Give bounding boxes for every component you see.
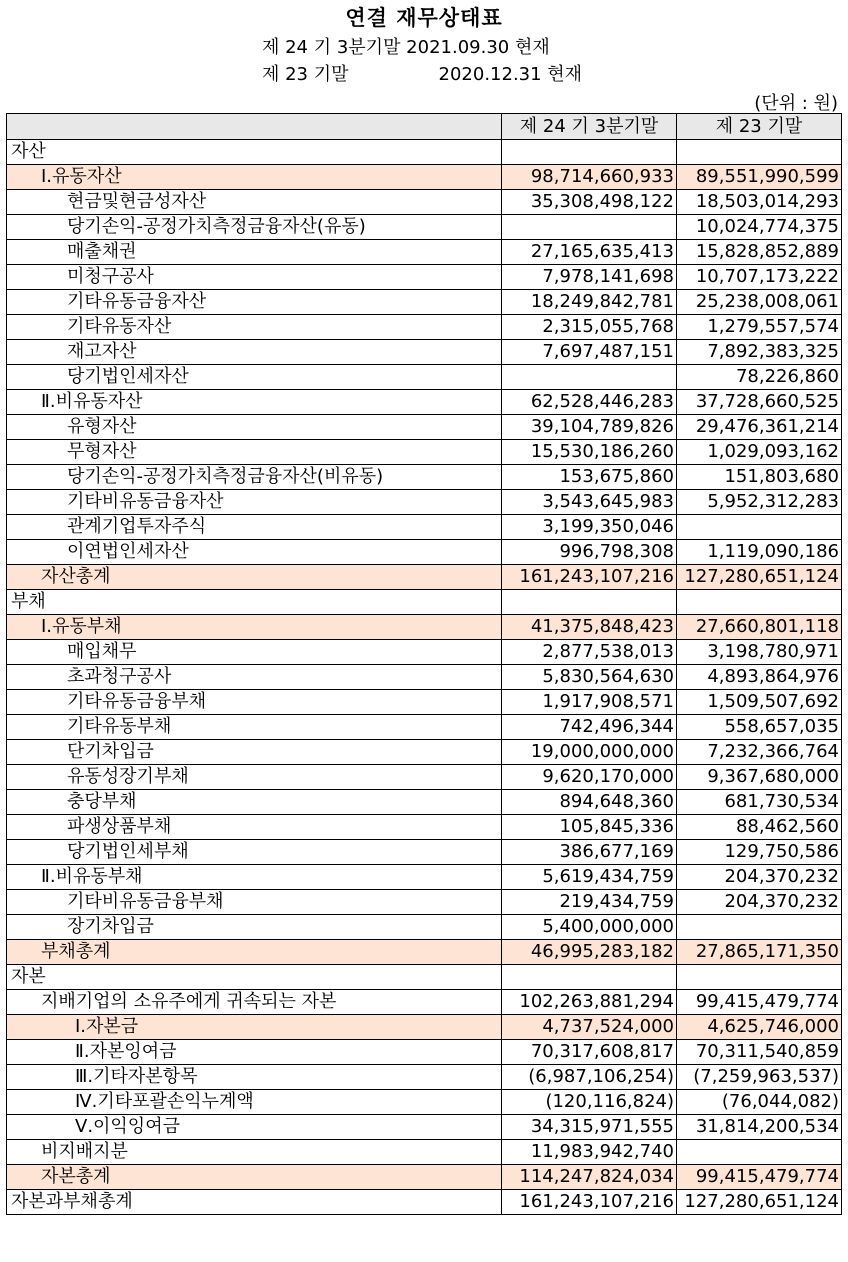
table-row (7, 265, 842, 290)
previous-value: 29,476,361,214 (677, 415, 842, 440)
row-label: 기타유동금융부채 (7, 690, 502, 715)
current-value: 2,315,055,768 (502, 315, 677, 340)
previous-value: 99,415,479,774 (677, 990, 842, 1015)
row-label: Ⅰ.자본금 (7, 1015, 502, 1040)
table-row (7, 440, 842, 465)
row-label: Ⅱ.자본잉여금 (7, 1040, 502, 1065)
row-label: Ⅱ.비유동자산 (7, 390, 502, 415)
table-row (7, 1140, 842, 1165)
table-row (7, 340, 842, 365)
row-label: 충당부채 (7, 790, 502, 815)
unit-label: (단위 : 원) (754, 93, 838, 114)
row-label: 초과청구공사 (7, 665, 502, 690)
row-label: 단기차입금 (7, 740, 502, 765)
table-row (7, 515, 842, 540)
table-row (7, 765, 842, 790)
previous-value: (7,259,963,537) (677, 1065, 842, 1090)
row-label: 기타비유동금융부채 (7, 890, 502, 915)
previous-value: 9,367,680,000 (677, 765, 842, 790)
current-value (502, 365, 677, 390)
previous-value: 1,279,557,574 (677, 315, 842, 340)
previous-period (262, 60, 582, 86)
previous-value: 127,280,651,124 (677, 565, 842, 590)
table-row (7, 540, 842, 565)
previous-value (677, 515, 842, 540)
row-label: 당기손익-공정가치측정금융자산(비유동) (7, 465, 502, 490)
row-label: 관계기업투자주식 (7, 515, 502, 540)
row-label: 지배기업의 소유주에게 귀속되는 자본 (7, 990, 502, 1015)
previous-value: 204,370,232 (677, 890, 842, 915)
row-label: 자산 (7, 140, 502, 165)
previous-value: 15,828,852,889 (677, 240, 842, 265)
table-row (7, 1190, 842, 1215)
previous-value: 4,625,746,000 (677, 1015, 842, 1040)
row-label: 당기법인세부채 (7, 840, 502, 865)
table-row (7, 1015, 842, 1040)
table-row (7, 915, 842, 940)
row-label: 무형자산 (7, 440, 502, 465)
previous-value: 10,024,774,375 (677, 215, 842, 240)
previous-value: 37,728,660,525 (677, 390, 842, 415)
current-value: 46,995,283,182 (502, 940, 677, 965)
row-label: 현금및현금성자산 (7, 190, 502, 215)
row-label: Ⅰ.유동부채 (7, 615, 502, 640)
table-row (7, 365, 842, 390)
table-row (7, 190, 842, 215)
previous-value (677, 915, 842, 940)
table-row (7, 240, 842, 265)
current-value: 62,528,446,283 (502, 390, 677, 415)
table-row (7, 965, 842, 990)
table-row (7, 940, 842, 965)
table-row (7, 840, 842, 865)
table-row (7, 490, 842, 515)
table-row (7, 315, 842, 340)
previous-value: 7,892,383,325 (677, 340, 842, 365)
table-row (7, 665, 842, 690)
current-value: 3,543,645,983 (502, 490, 677, 515)
previous-value: 10,707,173,222 (677, 265, 842, 290)
current-value: 219,434,759 (502, 890, 677, 915)
current-value: 4,737,524,000 (502, 1015, 677, 1040)
current-value: 5,400,000,000 (502, 915, 677, 940)
table-row (7, 615, 842, 640)
current-value: 1,917,908,571 (502, 690, 677, 715)
previous-value: 78,226,860 (677, 365, 842, 390)
current-value: (120,116,824) (502, 1090, 677, 1115)
table-row (7, 865, 842, 890)
row-label: Ⅲ.기타자본항목 (7, 1065, 502, 1090)
previous-value: 204,370,232 (677, 865, 842, 890)
row-label: 자본 (7, 965, 502, 990)
row-label: 기타유동자산 (7, 315, 502, 340)
row-label: 당기손익-공정가치측정금융자산(유동) (7, 215, 502, 240)
current-value: 2,877,538,013 (502, 640, 677, 665)
header-current-period: 제 24 기 3분기말 (502, 114, 677, 140)
current-value: 742,496,344 (502, 715, 677, 740)
report-header (0, 0, 848, 113)
header-previous-period: 제 23 기말 (677, 114, 842, 140)
current-value: 161,243,107,216 (502, 565, 677, 590)
current-value: 98,714,660,933 (502, 165, 677, 190)
current-value: 11,983,942,740 (502, 1140, 677, 1165)
current-value: (6,987,106,254) (502, 1065, 677, 1090)
current-value: 27,165,635,413 (502, 240, 677, 265)
current-value: 15,530,186,260 (502, 440, 677, 465)
row-label: 부채총계 (7, 940, 502, 965)
previous-value: 1,119,090,186 (677, 540, 842, 565)
table-header-row (7, 114, 842, 140)
current-value: 9,620,170,000 (502, 765, 677, 790)
row-label: Ⅰ.유동자산 (7, 165, 502, 190)
row-label: 미청구공사 (7, 265, 502, 290)
row-label: 자본과부채총계 (7, 1190, 502, 1215)
table-row (7, 815, 842, 840)
row-label: 자본총계 (7, 1165, 502, 1190)
table-row (7, 1090, 842, 1115)
table-row (7, 990, 842, 1015)
table-row (7, 565, 842, 590)
current-value (502, 965, 677, 990)
current-value (502, 215, 677, 240)
current-value: 41,375,848,423 (502, 615, 677, 640)
row-label: 기타비유동금융자산 (7, 490, 502, 515)
row-label: Ⅴ.이익잉여금 (7, 1115, 502, 1140)
previous-value: 7,232,366,764 (677, 740, 842, 765)
current-value: 5,830,564,630 (502, 665, 677, 690)
table-row (7, 465, 842, 490)
current-value: 894,648,360 (502, 790, 677, 815)
table-row (7, 790, 842, 815)
row-label: 유동성장기부채 (7, 765, 502, 790)
balance-sheet-table (6, 113, 842, 1215)
current-period: 제 24 기 3분기말 2021.09.30 현재 (262, 37, 550, 58)
current-value: 35,308,498,122 (502, 190, 677, 215)
current-value: 996,798,308 (502, 540, 677, 565)
previous-value: 25,238,008,061 (677, 290, 842, 315)
table-body (7, 140, 842, 1215)
table-row (7, 140, 842, 165)
previous-value (677, 965, 842, 990)
current-value: 70,317,608,817 (502, 1040, 677, 1065)
table-row (7, 1040, 842, 1065)
current-value (502, 140, 677, 165)
row-label: 장기차입금 (7, 915, 502, 940)
current-value: 34,315,971,555 (502, 1115, 677, 1140)
previous-value: 31,814,200,534 (677, 1115, 842, 1140)
previous-value: 89,551,990,599 (677, 165, 842, 190)
row-label: 매입채무 (7, 640, 502, 665)
row-label: 매출채권 (7, 240, 502, 265)
current-value: 7,697,487,151 (502, 340, 677, 365)
table-row (7, 640, 842, 665)
previous-period-label: 제 23 기말 (262, 64, 349, 85)
previous-value: 18,503,014,293 (677, 190, 842, 215)
current-value: 105,845,336 (502, 815, 677, 840)
previous-value: 27,660,801,118 (677, 615, 842, 640)
previous-value: 3,198,780,971 (677, 640, 842, 665)
row-label: 부채 (7, 590, 502, 615)
table-row (7, 415, 842, 440)
previous-value: 27,865,171,350 (677, 940, 842, 965)
table-row (7, 1115, 842, 1140)
row-label: 이연법인세자산 (7, 540, 502, 565)
table-row (7, 890, 842, 915)
row-label: 재고자산 (7, 340, 502, 365)
table-row (7, 740, 842, 765)
current-value (502, 590, 677, 615)
previous-value: 99,415,479,774 (677, 1165, 842, 1190)
table-row (7, 215, 842, 240)
previous-value (677, 140, 842, 165)
current-value: 114,247,824,034 (502, 1165, 677, 1190)
current-value: 386,677,169 (502, 840, 677, 865)
previous-period-date: 2020.12.31 현재 (438, 64, 583, 85)
previous-value: 558,657,035 (677, 715, 842, 740)
current-value: 7,978,141,698 (502, 265, 677, 290)
previous-value: 127,280,651,124 (677, 1190, 842, 1215)
row-label: 유형자산 (7, 415, 502, 440)
table-row (7, 690, 842, 715)
table-row (7, 1065, 842, 1090)
current-value: 161,243,107,216 (502, 1190, 677, 1215)
previous-value: 1,029,093,162 (677, 440, 842, 465)
current-value: 102,263,881,294 (502, 990, 677, 1015)
row-label: 파생상품부채 (7, 815, 502, 840)
previous-value: (76,044,082) (677, 1090, 842, 1115)
previous-value: 1,509,507,692 (677, 690, 842, 715)
header-label (7, 114, 502, 140)
previous-value (677, 1140, 842, 1165)
row-label: 자산총계 (7, 565, 502, 590)
current-value: 5,619,434,759 (502, 865, 677, 890)
current-value: 19,000,000,000 (502, 740, 677, 765)
current-value: 153,675,860 (502, 465, 677, 490)
previous-value: 4,893,864,976 (677, 665, 842, 690)
previous-value: 681,730,534 (677, 790, 842, 815)
row-label: 기타유동금융자산 (7, 290, 502, 315)
previous-value: 88,462,560 (677, 815, 842, 840)
table-row (7, 390, 842, 415)
previous-value: 5,952,312,283 (677, 490, 842, 515)
previous-value: 129,750,586 (677, 840, 842, 865)
previous-value (677, 590, 842, 615)
current-value: 39,104,789,826 (502, 415, 677, 440)
row-label: Ⅱ.비유동부채 (7, 865, 502, 890)
table-row (7, 165, 842, 190)
row-label: 기타유동부채 (7, 715, 502, 740)
row-label: 당기법인세자산 (7, 365, 502, 390)
row-label: 비지배지분 (7, 1140, 502, 1165)
table-row (7, 1165, 842, 1190)
current-value: 3,199,350,046 (502, 515, 677, 540)
report-title: 연결 재무상태표 (345, 6, 503, 30)
row-label: Ⅳ.기타포괄손익누계액 (7, 1090, 502, 1115)
table-row (7, 290, 842, 315)
previous-value: 70,311,540,859 (677, 1040, 842, 1065)
previous-value: 151,803,680 (677, 465, 842, 490)
table-row (7, 715, 842, 740)
table-row (7, 590, 842, 615)
current-value: 18,249,842,781 (502, 290, 677, 315)
